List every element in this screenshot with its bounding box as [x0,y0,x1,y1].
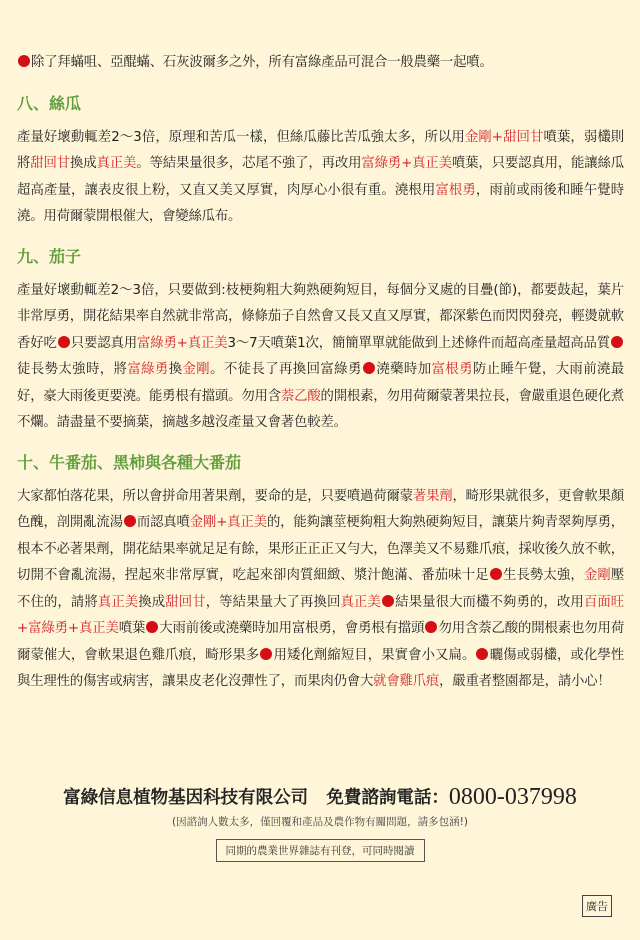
body-text: 用矮化劑縮短目，果實會小又扁。 [273,647,476,663]
product-highlight: 真正美 [96,156,137,171]
body-text: 除了拜蟎咀、亞醌蟎、石灰波爾多之外，所有富綠產品可混合一般農藥一起噴。 [31,55,493,70]
article [17,50,624,707]
product-highlight: 百面旺+富綠勇+真正美 [17,594,624,636]
body-text: 噴葉，弱欉則將 [17,129,624,171]
body-text: 只要認真用 [70,335,137,351]
body-text: 勿用含萘乙酸的開根素也勿用荷爾蒙催大，會軟果退色雞爪痕，畸形果多 [17,621,625,663]
section-title: 九、茄子 [17,246,82,266]
product-highlight: 著果劑 [412,488,453,504]
section-eggplant [17,242,624,437]
body-text: 。不徒長了再換回富綠勇 [210,362,362,377]
body-text: ，畸形果就很多，更會軟果顏色醜，剖開亂流湯 [17,488,625,530]
consult-note: (因諮詢人數太多，僅回覆和產品及農作物有關問題，請多包涵!) [172,816,468,828]
bullet-icon [18,55,30,67]
product-highlight: 真正美 [340,594,381,610]
bullet-icon [425,621,437,633]
body-text: 噴葉，只要認真用，能讓絲瓜超高產量，讓表皮很上粉，又直又美又厚實，肉厚心小很有重。澆根用 [17,156,624,198]
body-text: 大雨前後或澆藥時加用富根勇，會勇根有擋頭 [159,621,425,636]
body-text: 噴葉 [118,621,146,636]
bullet-icon [363,362,375,374]
body-text: 產量好壞動輒差2～3倍，只要做到:枝梗夠粗大夠熟硬夠短目，每個分叉處的目疊(節)，都要鼓起，葉片非常厚勇，開花結果率自然就非常高，條條茄子自然會又長又直又厚實，都深紫色而閃閃發亮，輕燙就軟香好吃 [17,282,624,351]
intro-paragraph [17,50,624,77]
body-text: 壓不住的，請將 [17,568,625,610]
product-highlight: 富綠勇 [127,362,169,377]
product-highlight: 富根勇 [431,362,473,377]
product-highlight: 真正美 [97,594,139,610]
body-text: 防止睡午覺，大雨前澆最好，豪大雨後更要澆。能勇根有擋頭。勿用含 [17,362,624,404]
product-highlight: 金剛 [182,362,211,377]
bullet-icon [124,515,136,527]
section-body [17,278,624,437]
company-name: 富綠信息植物基因科技有限公司 [63,788,309,808]
product-highlight: 萘乙酸 [280,388,321,404]
body-text: 的開根素，勿用荷爾蒙著果拉長，會嚴重退色硬化煮不爛。請盡量不要摘葉，摘越多越沒產量又會著色較差。 [17,388,625,430]
body-text: 大家都怕落花果，所以會拼命用著果劑，要命的是，只要噴過荷爾蒙 [17,488,413,504]
bullet-icon [490,568,502,580]
section-loofah [17,89,624,231]
contact-footer [0,783,640,862]
product-highlight: 就會雞爪痕 [373,674,440,689]
bullet-icon [260,648,272,660]
body-text: ，嚴重者整園都是，請小心！ [439,674,611,689]
company-line [0,783,640,812]
body-text: 換 [168,362,183,377]
section-title: 十、牛番茄、黑柿與各種大番茄 [17,452,242,472]
product-highlight: 金剛+真正美 [189,515,267,530]
section-body [17,125,624,231]
phone-label: 免費諮詢電話： [326,788,449,808]
bullet-icon [611,336,623,348]
body-text: 而認真噴 [136,515,190,530]
product-highlight: 金剛+甜回甘 [464,129,544,145]
body-text: 生長勢太強， [502,568,584,583]
bullet-icon [476,648,488,660]
product-highlight: 甜回甘 [165,594,206,610]
product-highlight: 富綠勇+真正美 [361,156,452,171]
bullet-icon [146,621,158,633]
body-text: 結果量很大而欉不夠勇的，改用 [394,594,584,610]
body-text: ，雨前或雨後和睡午覺時澆。用荷爾蒙開根催大，會變絲瓜布。 [17,182,624,224]
body-text: 的，能夠讓莖梗夠粗大夠熟硬夠短目，讓葉片夠青翠夠厚勇，根本不必著果劑，開花結果率就足足有餘，果形正正正又勻大，色澤美又不易雞爪痕，採收後久放不軟，切開不會亂流湯，捏起來非常厚實，吃起來卻肉質細緻、漿汁飽滿、番茄味十足 [17,515,624,583]
bullet-icon [382,595,394,607]
body-text: 徒長勢太強時，將 [17,362,128,377]
body-text: 曬傷或弱欉，或化學性與生理性的傷害或病害，讓果皮老化沒彈性了，而果肉仍會大 [17,647,625,689]
body-text: 澆藥時加 [375,362,432,377]
ad-label: 廣告 [582,895,612,917]
body-text: 換成 [69,156,97,171]
body-text: 換成 [138,594,166,610]
product-highlight: 富根勇 [435,182,476,198]
product-highlight: 金剛 [583,568,611,583]
body-text: 。等結果量很多，芯尾不強了，再改用 [136,156,362,171]
body-text: 3～7天噴葉1次，簡簡單單就能做到上述條件而超高產量超高品質 [227,335,610,351]
bullet-icon [58,336,70,348]
body-text: 產量好壞動輒差2～3倍，原理和苦瓜一樣，但絲瓜藤比苦瓜強太多，所以用 [17,129,465,145]
section-title: 八、絲瓜 [17,93,82,113]
section-tomato [17,448,624,696]
product-highlight: 甜回甘 [30,156,70,171]
section-body [17,484,624,696]
phone-number[interactable]: 0800-037998 [448,784,577,810]
product-highlight: 富綠勇+真正美 [136,335,228,351]
body-text: ，等結果量大了再換回 [205,594,341,610]
magazine-notice: 同期的農業世界雜誌有刊登，可同時閱讀 [216,839,425,862]
